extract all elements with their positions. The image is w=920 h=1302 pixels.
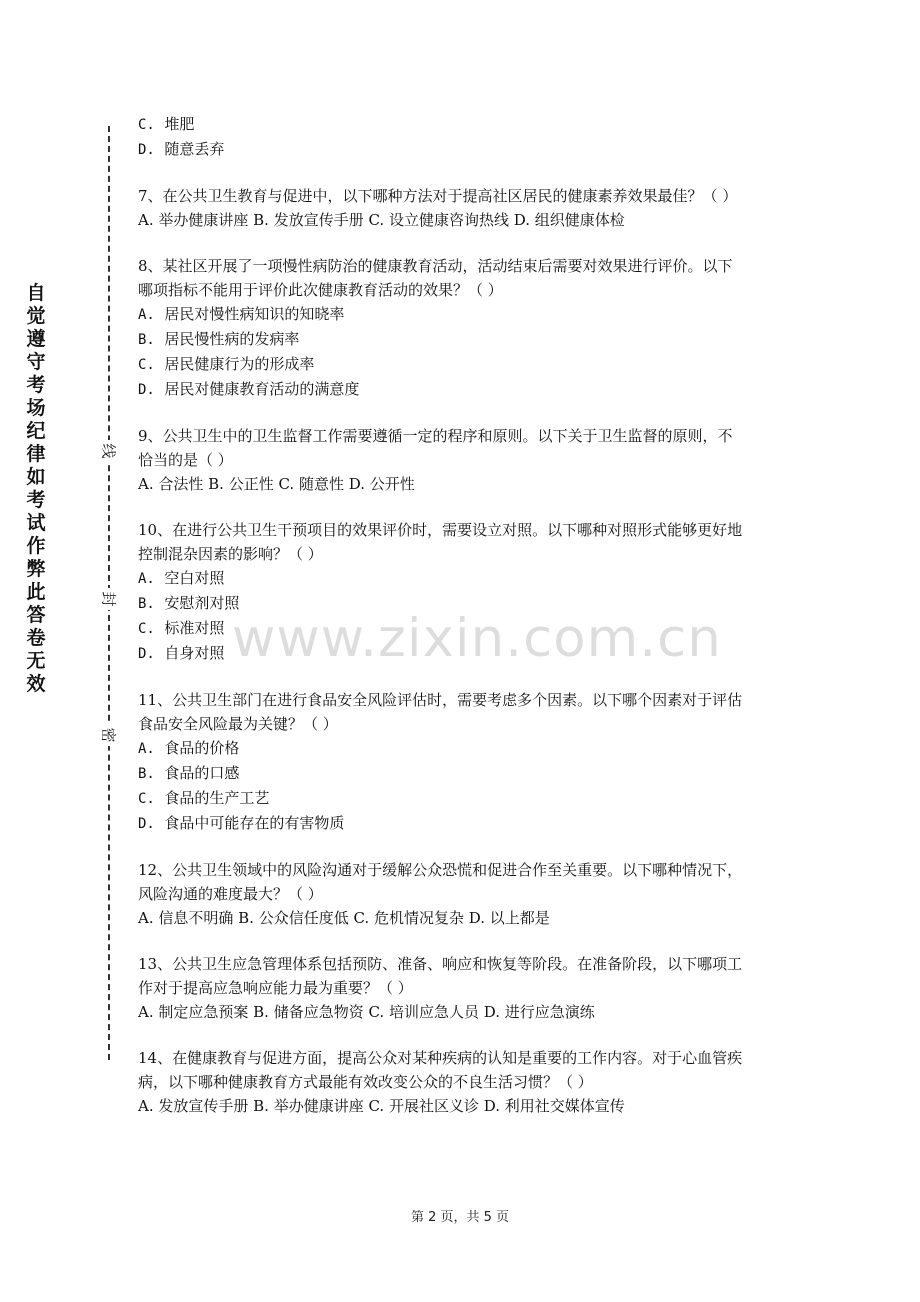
inline-options: A. 合法性 B. 公正性 C. 随意性 D. 公开性 [138, 475, 415, 493]
page-number: 第 2 页，共 5 页 [410, 1210, 510, 1225]
question-text: 8、某社区开展了一项慢性病防治的健康教育活动，活动结束后需要对效果进行评价。以下 [138, 257, 733, 275]
seal-label-mi: 密 [100, 724, 118, 746]
question-7 [138, 184, 788, 232]
option-b: B. 居民慢性病的发病率 [138, 330, 300, 348]
option-d: D. 自身对照 [138, 644, 225, 662]
option-c: C. 居民健康行为的形成率 [138, 355, 315, 373]
option-a: A. 空白对照 [138, 569, 225, 587]
question-text: 9、公共卫生中的卫生监督工作需要遵循一定的程序和原则。以下关于卫生监督的原则，不 [138, 427, 733, 445]
question-text: 11、公共卫生部门在进行食品安全风险评估时，需要考虑多个因素。以下哪个因素对于评估 [138, 691, 743, 709]
inline-options: A. 信息不明确 B. 公众信任度低 C. 危机情况复杂 D. 以上都是 [138, 909, 550, 927]
option-d: D. 食品中可能存在的有害物质 [138, 814, 345, 832]
question-13 [138, 952, 788, 1024]
question-9 [138, 424, 788, 496]
question-text: 食品安全风险最为关键？（ ） [138, 715, 338, 733]
option-a: A. 居民对慢性病知识的知晓率 [138, 305, 345, 323]
watermark: www.zixin.com.cn [232, 608, 722, 669]
option-b: B. 安慰剂对照 [138, 594, 240, 612]
option-c: C. 食品的生产工艺 [138, 789, 270, 807]
question-14 [138, 1046, 788, 1118]
option-d: D. 居民对健康教育活动的满意度 [138, 380, 360, 398]
question-11 [138, 688, 788, 836]
question-text: 作对于提高应急响应能力最为重要？（ ） [138, 979, 413, 997]
option-b: B. 食品的口感 [138, 764, 240, 782]
option-c: C. 堆肥 [138, 115, 195, 133]
inline-options: A. 举办健康讲座 B. 发放宣传手册 C. 设立健康咨询热线 D. 组织健康体检 [138, 211, 625, 229]
question-12 [138, 858, 788, 930]
inline-options: A. 制定应急预案 B. 储备应急物资 C. 培训应急人员 D. 进行应急演练 [138, 1003, 595, 1021]
exam-discipline-notice: 自觉遵守考场纪律如考试作弊此答卷无效 [26, 282, 46, 695]
question-text: 12、公共卫生领域中的风险沟通对于缓解公众恐慌和促进合作至关重要。以下哪种情况下， [138, 861, 743, 879]
question-8 [138, 254, 788, 402]
prev-question-options [138, 112, 788, 162]
exam-content [138, 112, 788, 1118]
seal-label-xian: 线 [100, 440, 118, 462]
seal-label-feng: 封 [100, 588, 118, 610]
question-text: 控制混杂因素的影响？（ ） [138, 545, 323, 563]
option-a: A. 食品的价格 [138, 739, 240, 757]
question-text: 14、在健康教育与促进方面，提高公众对某种疾病的认知是重要的工作内容。对于心血管疾 [138, 1049, 743, 1067]
question-text: 恰当的是（ ） [138, 451, 233, 469]
option-c: C. 标准对照 [138, 619, 225, 637]
question-10 [138, 518, 788, 666]
question-text: 病，以下哪种健康教育方式最能有效改变公众的不良生活习惯？（ ） [138, 1073, 593, 1091]
question-text: 哪项指标不能用于评价此次健康教育活动的效果？（ ） [138, 281, 503, 299]
option-d: D. 随意丢弃 [138, 140, 225, 158]
question-text: 10、在进行公共卫生干预项目的效果评价时，需要设立对照。以下哪种对照形式能够更好地 [138, 521, 743, 539]
question-text: 13、公共卫生应急管理体系包括预防、准备、响应和恢复等阶段。在准备阶段，以下哪项工 [138, 955, 743, 973]
inline-options: A. 发放宣传手册 B. 举办健康讲座 C. 开展社区义诊 D. 利用社交媒体宣传 [138, 1097, 625, 1115]
question-text: 7、在公共卫生教育与促进中，以下哪种方法对于提高社区居民的健康素养效果最佳？（ ） [138, 187, 738, 205]
question-text: 风险沟通的难度最大？（ ） [138, 885, 323, 903]
